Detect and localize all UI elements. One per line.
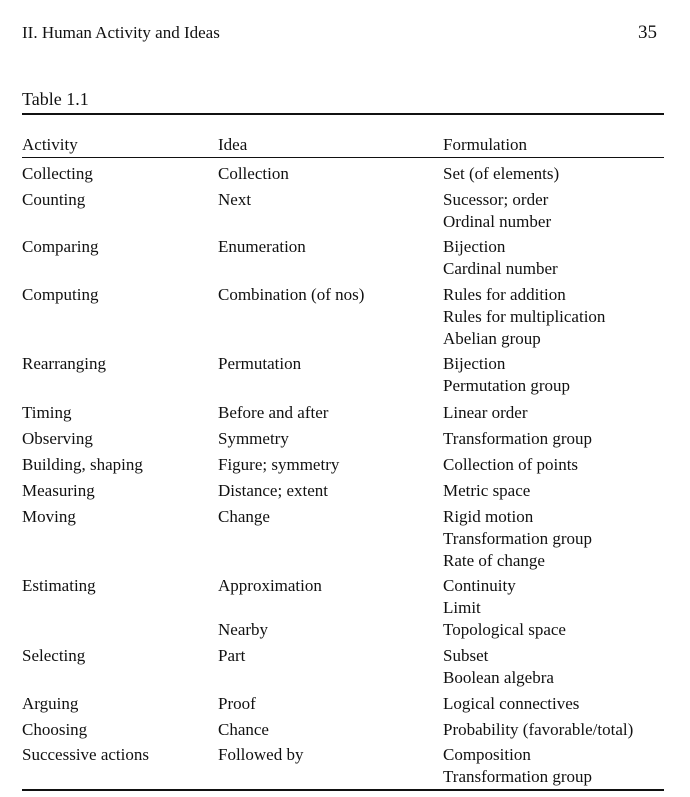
formulation-line: Subset xyxy=(443,646,489,665)
cell-formulation xyxy=(443,454,578,476)
formulation-line: Continuity xyxy=(443,576,516,595)
cell-formulation xyxy=(443,506,592,572)
cell-formulation xyxy=(443,163,559,185)
formulation-line: Transformation group xyxy=(443,529,593,548)
cell-idea: Before and after xyxy=(218,403,329,422)
cell-activity: Computing xyxy=(22,285,99,304)
cell-idea: Symmetry xyxy=(218,429,289,448)
formulation-line: Transformation group xyxy=(443,767,593,786)
formulation-line: Boolean algebra xyxy=(443,668,554,687)
cell-formulation xyxy=(443,693,579,715)
formulation-line: Composition xyxy=(443,745,531,764)
cell-idea: Next xyxy=(218,190,252,209)
formulation-line: Rigid motion xyxy=(443,507,534,526)
cell-activity: Moving xyxy=(22,507,76,526)
cell-idea: Followed by xyxy=(218,745,304,764)
cell-activity: Counting xyxy=(22,190,86,209)
cell-formulation xyxy=(443,284,605,350)
cell-formulation xyxy=(443,619,566,641)
cell-idea: Combination (of nos) xyxy=(218,285,365,304)
cell-activity: Rearranging xyxy=(22,354,107,373)
cell-formulation xyxy=(443,480,530,502)
cell-idea: Collection xyxy=(218,164,289,183)
cell-idea: Distance; extent xyxy=(218,481,328,500)
formulation-line: Limit xyxy=(443,598,481,617)
chapter-title: II. Human Activity and Ideas xyxy=(22,23,220,42)
formulation-line: Rules for addition xyxy=(443,285,566,304)
table-header-rule xyxy=(22,157,664,158)
formulation-line: Permutation group xyxy=(443,376,571,395)
cell-activity: Observing xyxy=(22,429,93,448)
cell-activity: Building, shaping xyxy=(22,455,143,474)
cell-idea: Proof xyxy=(218,694,256,713)
table-bottom-rule xyxy=(22,789,664,791)
cell-activity: Successive actions xyxy=(22,745,149,764)
formulation-line: Metric space xyxy=(443,481,531,500)
formulation-line: Rate of change xyxy=(443,551,545,570)
column-header-activity: Activity xyxy=(22,135,78,154)
formulation-line: Probability (favorable/total) xyxy=(443,720,634,739)
cell-activity: Timing xyxy=(22,403,72,422)
cell-idea: Part xyxy=(218,646,246,665)
cell-idea: Chance xyxy=(218,720,269,739)
formulation-line: Bijection xyxy=(443,354,506,373)
cell-activity: Comparing xyxy=(22,237,99,256)
cell-idea: Approximation xyxy=(218,576,322,595)
page-number: 35 xyxy=(638,22,657,43)
formulation-line: Rules for multiplication xyxy=(443,307,606,326)
cell-activity: Selecting xyxy=(22,646,86,665)
cell-formulation xyxy=(443,575,516,619)
column-header-formulation: Formulation xyxy=(443,135,528,154)
cell-formulation xyxy=(443,744,592,788)
cell-activity: Measuring xyxy=(22,481,95,500)
cell-idea: Change xyxy=(218,507,270,526)
formulation-line: Bijection xyxy=(443,237,506,256)
formulation-line: Collection of points xyxy=(443,455,579,474)
cell-activity: Arguing xyxy=(22,694,79,713)
cell-formulation xyxy=(443,189,551,233)
cell-idea: Permutation xyxy=(218,354,302,373)
formulation-line: Sucessor; order xyxy=(443,190,549,209)
formulation-line: Cardinal number xyxy=(443,259,558,278)
cell-idea: Nearby xyxy=(218,620,269,639)
cell-formulation xyxy=(443,353,570,397)
cell-activity: Choosing xyxy=(22,720,88,739)
cell-activity: Collecting xyxy=(22,164,93,183)
table-top-rule xyxy=(22,113,664,115)
formulation-line: Abelian group xyxy=(443,329,541,348)
cell-activity: Estimating xyxy=(22,576,96,595)
formulation-line: Ordinal number xyxy=(443,212,552,231)
cell-formulation xyxy=(443,719,633,741)
cell-formulation xyxy=(443,645,554,689)
formulation-line: Set (of elements) xyxy=(443,164,560,183)
cell-idea: Figure; symmetry xyxy=(218,455,340,474)
cell-formulation xyxy=(443,402,527,424)
formulation-line: Transformation group xyxy=(443,429,593,448)
formulation-line: Topological space xyxy=(443,620,566,639)
table-title: Table 1.1 xyxy=(22,89,89,109)
formulation-line: Logical connectives xyxy=(443,694,580,713)
cell-formulation xyxy=(443,428,592,450)
column-header-idea: Idea xyxy=(218,135,248,154)
cell-idea: Enumeration xyxy=(218,237,306,256)
cell-formulation xyxy=(443,236,558,280)
formulation-line: Linear order xyxy=(443,403,528,422)
